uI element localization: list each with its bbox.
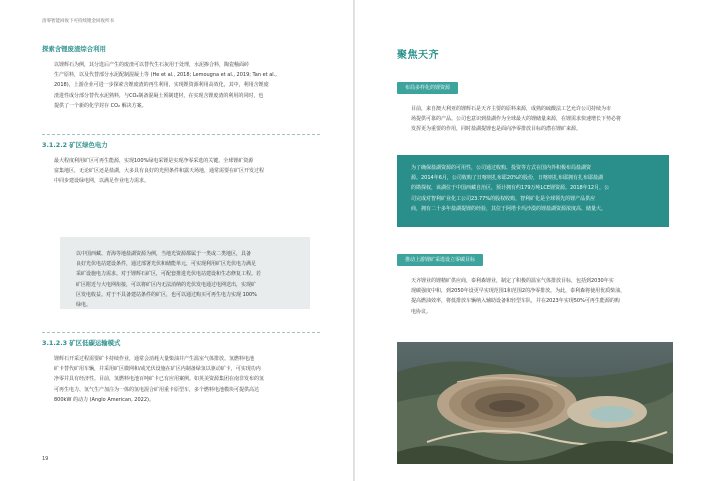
right-page	[355, 0, 710, 481]
section-heading-green-power: 3.1.2.2 矿区绿色电力	[42, 141, 108, 149]
section-heading-low-carbon-transport: 3.1.2.3 矿区低碳运输模式	[42, 339, 121, 347]
text-line: 现碳强度中和，到2050年设更早实现范围1和范围2的净零排放。为此，泰利森将使用优质柴油，	[411, 288, 626, 295]
paragraph-zero-carbon-target	[411, 276, 671, 317]
text-line: 天齐锂业的锂精矿供应商，泰利森锂业，制定了积极的温室气体排放目标，包括到2030年实	[411, 278, 614, 284]
page-title: 聚焦天齐	[397, 50, 439, 61]
running-head: 清零智能回收下可持续锂金回收所书	[42, 19, 114, 24]
text-line: 发挥更为重要的作用，同时盐湖提锂也是面向净零排放目标的潜在锂矿来源。	[411, 126, 582, 133]
text-line: 800kW 的动力 (Anglo American, 2022)。	[54, 396, 154, 403]
text-line: 目前，来自澳大利亚的锂辉石是天齐主要的原料来源，成熟的硫酸法工艺允许公司持续为市	[411, 106, 612, 112]
paragraph-green-power	[54, 156, 320, 187]
paragraph-low-carbon-transport	[54, 354, 320, 405]
highlight-box	[397, 155, 669, 227]
text-line: 场提供可靠的产品。公司也意识到盐湖作为全球最大的锂储量来源，在锂需求快速增长下势必将	[411, 116, 622, 123]
section-heading-waste-residue: 探索含锂废渣综合利用	[42, 45, 106, 53]
text-line: 司完成对智利矿业化工公司23.77%的股权收购，智利矿化是全球领先的锂产品供应	[411, 195, 596, 202]
mine-photo-illustration	[397, 342, 673, 464]
text-line: 绿电。	[76, 302, 92, 309]
text-line: 电协议。	[411, 308, 432, 315]
text-line: 最大程度利用矿区可再生能源，实现100%绿电采锂是实现净零采选的关键。全球锂矿资源	[54, 158, 254, 164]
divider	[42, 332, 320, 333]
text-line: 区发电收益。对于不具备建站条件的矿区，也可以通过购买可再生电力实现 100%	[76, 291, 257, 298]
text-line: 可再生电力、氢气生产加注为一体的氢电混合矿用重卡原型车，多个燃料电池模块可提供高达	[54, 386, 260, 393]
paragraph-waste-residue	[54, 60, 320, 111]
highlight-text	[411, 163, 657, 214]
badge-zero-carbon-target: 推动上游锂矿采选设立零碳目标	[397, 254, 483, 266]
text-line: 商，拥有二十多年盐湖提锂的经验，其位于阿塔卡玛沙漠的锂盐湖资源浓度高、储量大。	[411, 205, 607, 212]
text-line: 良好光伏电站建设条件，通过部署光伏和储能单元，可实现利用矿区光伏电力满足	[76, 261, 257, 268]
text-line: 的勘探权，该湖位于中国西藏自治区，预计拥有约179万吨LCE锂资源。2018年12月，公	[411, 185, 610, 192]
badge-lithium-resources: 布局多样化的锂资源	[397, 82, 458, 94]
text-line: 采矿设施电力需求。对于锂辉石矿区，可配套推进光伏电站建设和生态修复工程。若	[76, 271, 262, 278]
text-line: 提高燃油效率，将低排放车辆纳入辅助设备和轻型车队，并在2023年实现50%可再生能源的购	[411, 298, 620, 305]
text-line: 以中国西藏、青海等地盐湖资源为例，当地光资源都属于一类或二类地区，具备	[76, 251, 252, 257]
text-line: 净零并具有经济性。目前，氢燃料电池百吨矿卡已有应用案例。如英美资源集团在南非发布的氢	[54, 376, 265, 383]
open-pit-mine-photo	[397, 342, 673, 464]
text-line: 为了确保盐湖资源的可用性，公司通过收购、投资等方式在国内外积极布局盐湖资	[411, 165, 592, 171]
text-line: 锂辉石开采过程需要矿卡持续作业，通常会消耗大量柴油并产生温室气体排放。氢燃料电池	[54, 356, 255, 362]
text-line: 源。2014年6月，公司收购了日喀则扎布耶20%的股份，日喀则扎布耶拥有扎布耶盐湖	[411, 175, 604, 182]
text-line: 渣进性成分部分替代水泥熟料，与CO₂制备混凝土预制建材，在实现含锂废渣的利用的同时，也	[54, 92, 264, 99]
divider	[42, 134, 320, 135]
text-line: 生产原料，以及代替部分水泥配制混凝土等 (He et al., 2018; Lemougna et al., 2019; Tan et al.,	[54, 72, 277, 79]
case-study-box	[60, 237, 310, 309]
text-line: 提供了一个新的化学封存 CO₂ 解决方案。	[54, 102, 147, 109]
text-line: 中同步建设绿电网，以满足作业电力需求。	[54, 178, 150, 185]
paragraph-lithium-resources	[411, 104, 671, 135]
page-number: 19	[42, 456, 49, 462]
text-line: 富集地区，无论矿区还是盐湖，大多具有良好的光照条件和露天场地，通常需要在矿区开发过程	[54, 168, 265, 175]
text-line: 以锂辉石为例，其分选后产生的废渣可以替代生石灰用于处理，水泥掺合料，陶瓷釉面砖	[54, 62, 250, 68]
case-study-text	[76, 249, 297, 310]
text-line: 矿卡替代矿用车辆，并采用矿区微网和/或光伏设施在矿区内制备绿氢以驱动矿卡，可实现功内	[54, 366, 261, 373]
text-line: 矿区附近与大电网衔接，可以将矿区内无法消纳的光伏发电通过电网送出，实现矿	[76, 281, 257, 288]
text-line: 2018)，上游企业可进一步探索含锂废渣的再生利用，实现锂资源利用高效化，其中，利用含锂废	[54, 82, 269, 89]
